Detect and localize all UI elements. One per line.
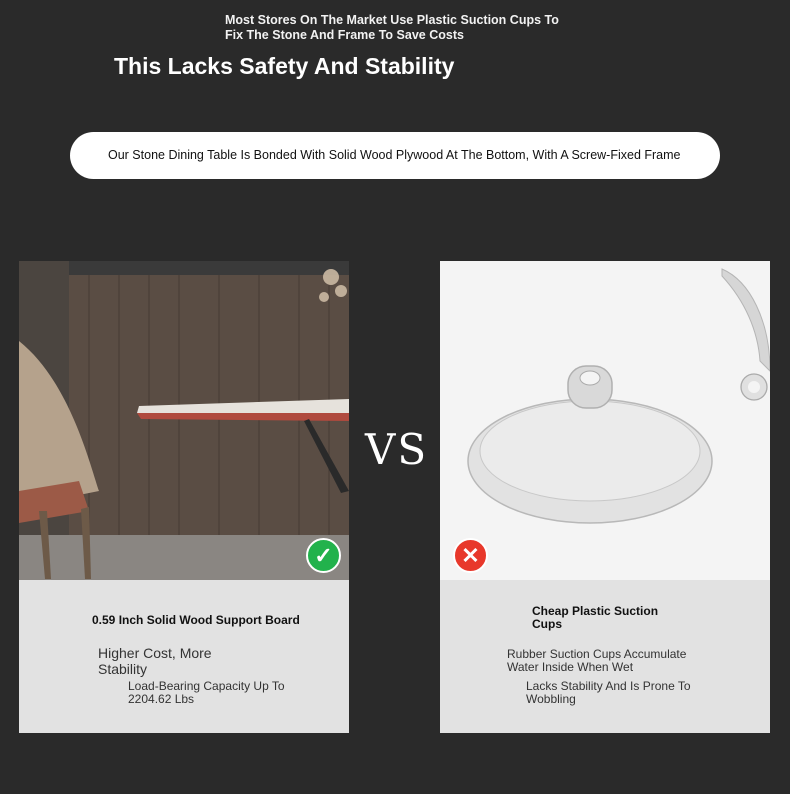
solid-wood-detail: Load-Bearing Capacity Up To 2204.62 Lbs [128, 679, 285, 706]
banner-text: Our Stone Dining Table Is Bonded With Solid Wood Plywood At The Bottom, With A Screw-Fixed Frame [108, 148, 681, 162]
cross-icon: ✕ [453, 538, 488, 573]
check-icon: ✓ [306, 538, 341, 573]
suction-cup-panel [440, 261, 770, 733]
dining-table-photo [19, 261, 349, 580]
suction-cup-detail: Lacks Stability And Is Prone To Wobbling [526, 679, 691, 706]
solid-wood-subtitle: Higher Cost, More Stability [98, 645, 212, 677]
top-note: Most Stores On The Market Use Plastic Suction Cups To Fix The Stone And Frame To Save Costs [225, 13, 559, 42]
suction-cup-subtitle: Rubber Suction Cups Accumulate Water Inside When Wet [507, 647, 687, 674]
suction-cup-photo [440, 261, 770, 580]
headline: This Lacks Safety And Stability [114, 53, 455, 79]
suction-cup-title: Cheap Plastic Suction Cups [532, 604, 659, 631]
solid-wood-panel [19, 261, 349, 733]
vs-label: VS [365, 425, 429, 474]
banner-pill [70, 132, 720, 179]
solid-wood-title: 0.59 Inch Solid Wood Support Board [92, 613, 300, 627]
